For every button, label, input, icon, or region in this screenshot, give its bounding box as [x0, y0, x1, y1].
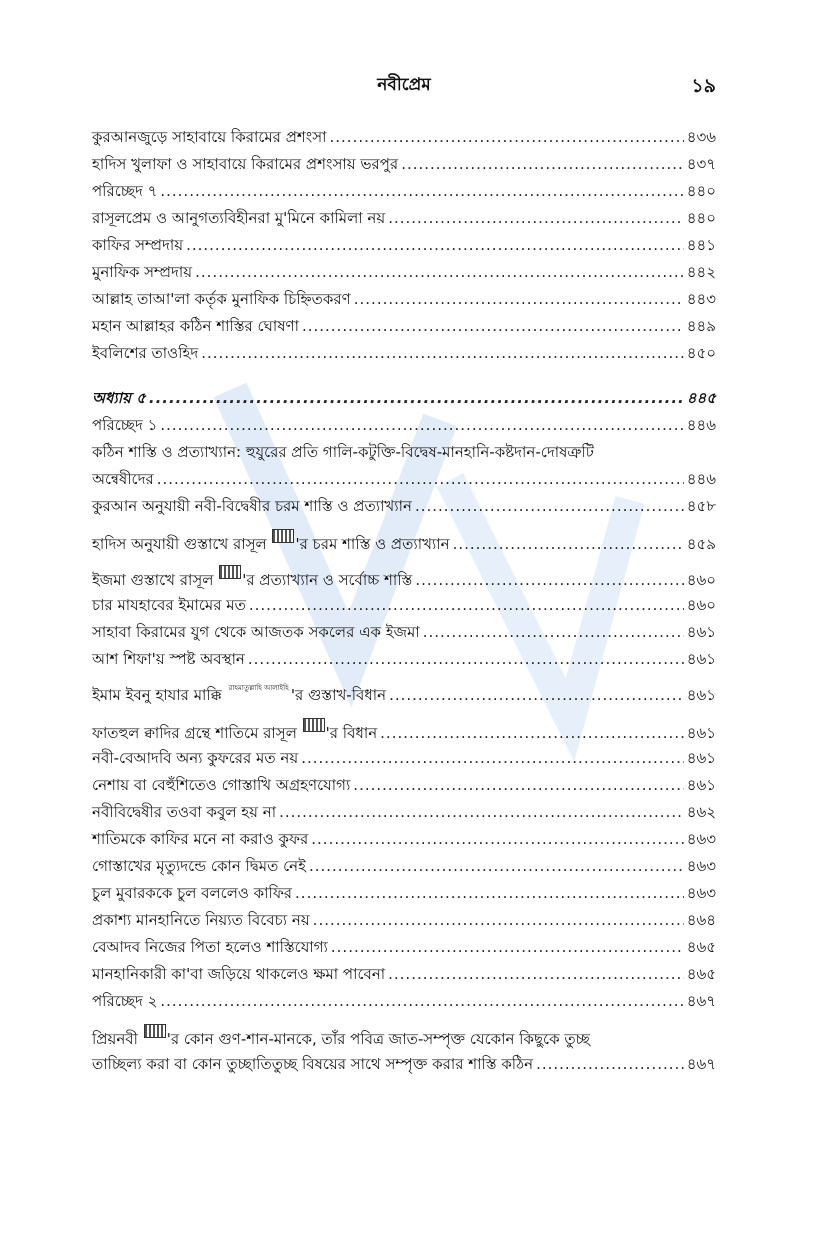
- toc-entry-page: ৪৪৯: [686, 317, 716, 335]
- toc-entry: [92, 340, 716, 367]
- toc-entry-page: ৪৬০: [686, 596, 716, 614]
- toc-entry: [92, 988, 716, 1015]
- dot-leader: [388, 961, 684, 988]
- toc-entry-page: ৪৩৭: [686, 155, 716, 173]
- toc-entry-wrapped-line1: কঠিন শাস্তি ও প্রত্যাখ্যান: হুযুরের প্রতি গালি-কটুক্তি-বিদ্বেষ-মানহানি-কষ্টদান-দোষত্রুটি: [92, 443, 594, 461]
- toc-entry-title: মহান আল্লাহর কঠিন শাস্তির ঘোষণা: [92, 317, 299, 335]
- toc-entry: [92, 853, 716, 880]
- toc-entry-imam: ইমাম ইবনু হাযার মাক্কি রাহমাতুল্লাহি আলাইহি 'র গুস্তাখ-বিধান ..... ৪৬১: [92, 682, 716, 709]
- dot-leader: [160, 988, 683, 1015]
- toc-entry: [92, 880, 716, 907]
- toc-entry-page: ৪৬৩: [686, 857, 716, 875]
- toc-entry-title: গোস্তাখের মৃত্যুদন্ডে কোন দ্বিমত নেই: [92, 857, 306, 875]
- toc-entry-page: ৪৬৪: [686, 911, 716, 929]
- toc-entry-page: ৪৪১: [686, 236, 716, 254]
- toc-entry-page: ৪৪৩: [686, 290, 716, 308]
- toc-entry-title: চার মাযহাবের ইমামের মত: [92, 596, 246, 614]
- toc-entry: [92, 124, 716, 151]
- dot-leader: [249, 592, 684, 619]
- toc-entry: [92, 799, 716, 826]
- toc-entry-hadith: হাদিস অনুযায়ী গুস্তাখে রাসূল 'র চরম শাস্তি ও প্রত্যাখ্যান ..... ৪৫৯: [92, 529, 716, 556]
- toc-entry-page: ৪৬৩: [686, 884, 716, 902]
- dot-leader: [295, 880, 684, 907]
- toc-entry-fath: ফাতহুল ক্বাদির গ্রন্থে শাতিমে রাসূল 'র বিধান ..... ৪৬১: [92, 718, 716, 745]
- toc-entry: [92, 745, 716, 772]
- toc-entry: [92, 961, 716, 988]
- toc-entry-title: সাহাবা কিরামের যুগ থেকে আজতক সকলের এক ইজমা: [92, 623, 420, 641]
- toc-entry-title: আল্লাহ তাআ'লা কর্তৃক মুনাফিক চিহ্নিতকরণ: [92, 290, 351, 308]
- toc-entry-title: প্রকাশ্য মানহানিতে নিয়্যত বিবেচ্য নয়: [92, 911, 310, 929]
- toc-chapter-heading: অধ্যায় ৫ ..... ৪৪৫: [92, 385, 716, 412]
- dot-leader: [195, 259, 684, 286]
- dot-leader: [388, 205, 684, 232]
- toc-entry-title: হাদিস খুলাফা ও সাহাবায়ে কিরামের প্রশংসায় ভরপুর: [92, 155, 399, 173]
- honorific-superscript: রাহমাতুল্লাহি আলাইহি: [228, 684, 289, 692]
- dot-leader: [160, 412, 683, 439]
- dot-leader: [302, 313, 684, 340]
- dot-leader: [301, 745, 684, 772]
- toc-entry-title: মানহানিকারী কা'বা জড়িয়ে থাকলেও ক্ষমা পাবেনা: [92, 965, 386, 983]
- dot-leader: [331, 934, 684, 961]
- toc-entry-page: ৪৪২: [686, 263, 716, 281]
- toc-entry: [92, 934, 716, 961]
- toc-entry: [92, 286, 716, 313]
- toc-entry-page: ৪৬৫: [686, 938, 716, 956]
- toc-entry-title: মুনাফিক সম্প্রদায়: [92, 263, 193, 281]
- toc-entry-page: ৪৬১: [686, 623, 716, 641]
- toc-entry: [92, 592, 716, 619]
- dot-leader: [311, 826, 683, 853]
- toc-entry-title: নবীবিদ্বেষীর তওবা কবুল হয় না: [92, 803, 277, 821]
- toc-entry: [92, 619, 716, 646]
- calligraphy-pbuh-icon: [272, 529, 294, 543]
- dot-leader: [201, 340, 684, 367]
- toc-entry-page: ৪৬১: [686, 776, 716, 794]
- dot-leader: [401, 151, 684, 178]
- toc-entry-page: ৪৬৩: [686, 830, 716, 848]
- dot-leader: [160, 178, 683, 205]
- toc-entry: [92, 907, 716, 934]
- toc-entry-page: ৪৬৭: [686, 992, 716, 1010]
- toc-entry-page: ৪৪০: [686, 209, 716, 227]
- toc-entry-page: ৪৬২: [686, 803, 716, 821]
- toc-entry-title: রাসূলপ্রেম ও আনুগত্যবিহীনরা মু'মিনে কামিলা নয়: [92, 209, 386, 227]
- toc-entry-wrapped2-line1: প্রিয়নবী 'র কোন গুণ-শান-মানকে, তাঁর পবিত্র জাত-সম্পৃক্ত যেকোন কিছুকে তুচ্ছ: [92, 1024, 716, 1051]
- toc-entry-title: শাতিমকে কাফির মনে না করাও কুফর: [92, 830, 309, 848]
- toc-entry-page: ৪৬৫: [686, 965, 716, 983]
- table-of-contents: [92, 124, 716, 1078]
- toc-entry: [92, 826, 716, 853]
- toc-entry: [92, 313, 716, 340]
- dot-leader: [330, 124, 684, 151]
- toc-entry: [92, 259, 716, 286]
- toc-entry-title: আশ শিফা'য় স্পষ্ট অবস্থান: [92, 650, 245, 668]
- toc-entry-title: কাফির সম্প্রদায়: [92, 236, 184, 254]
- toc-entry-page: ৪৬১: [686, 650, 716, 668]
- toc-entry-title: পরিচ্ছেদ ২: [92, 992, 158, 1010]
- dot-leader: [309, 853, 684, 880]
- page-number: ১৯: [691, 75, 716, 97]
- toc-entry-title: নেশায় বা বেহুঁশিতেও গোস্তাখি অগ্রহণযোগ্য: [92, 776, 351, 794]
- toc-entry-quran: কুরআন অনুযায়ী নবী-বিদ্বেষীর চরম শাস্তি ও প্রত্যাখ্যান ..... ৪৫৮: [92, 493, 716, 520]
- toc-entry: [92, 232, 716, 259]
- toc-entry-title: পরিচ্ছেদ ৭: [92, 182, 158, 200]
- toc-entry-wrapped2-line2: তাচ্ছিল্য করা বা কোন তুচ্ছাতিতুচ্ছ বিষয়ের সাথে সম্পৃক্ত করার শাস্তি কঠিন ..... ৪৬৭: [92, 1051, 716, 1078]
- toc-entry-page: ৪৩৬: [686, 128, 716, 146]
- calligraphy-pbuh-icon: [219, 565, 241, 579]
- toc-entry-wrapped-line2: অন্বেষীদের ..... ৪৪৬: [92, 466, 716, 493]
- toc-entry-title: কুরআনজুড়ে সাহাবায়ে কিরামের প্রশংসা: [92, 128, 327, 146]
- calligraphy-pbuh-icon: [144, 1024, 166, 1038]
- toc-entry: [92, 205, 716, 232]
- dot-leader: [423, 619, 684, 646]
- toc-entry-title: বেআদব নিজের পিতা হলেও শাস্তিযোগ্য: [92, 938, 328, 956]
- toc-entry: [92, 646, 716, 673]
- calligraphy-pbuh-icon: [303, 718, 325, 732]
- dot-leader: [313, 907, 684, 934]
- toc-entry-title: ইবলিশের তাওহিদ: [92, 344, 199, 362]
- toc-entry-title: চুল মুবারককে চুল বললেও কাফির: [92, 884, 293, 902]
- running-title: নবীপ্রেম: [377, 75, 431, 95]
- toc-entry: [92, 178, 716, 205]
- dot-leader: [186, 232, 684, 259]
- page-header: [92, 72, 716, 104]
- toc-entry-title: নবী-বেআদবি অন্য কুফরের মত নয়: [92, 749, 299, 767]
- toc-entry-page: ৪৬১: [686, 749, 716, 767]
- toc-entry-page: ৪৫০: [686, 344, 716, 362]
- toc-entry-title: পরিচ্ছেদ ১: [92, 416, 158, 434]
- dot-leader: [353, 772, 683, 799]
- toc-entry: [92, 151, 716, 178]
- toc-entry-page: ৪৪০: [686, 182, 716, 200]
- dot-leader: [248, 646, 684, 673]
- toc-entry-page: ৪৪৬: [686, 416, 716, 434]
- dot-leader: [279, 799, 684, 826]
- toc-entry: [92, 412, 716, 439]
- toc-entry-ijma: ইজমা গুস্তাখে রাসূল 'র প্রত্যাখ্যান ও সর্বোচ্চ শাস্তি ..... ৪৬০: [92, 565, 716, 592]
- toc-entry: [92, 772, 716, 799]
- dot-leader: [354, 286, 684, 313]
